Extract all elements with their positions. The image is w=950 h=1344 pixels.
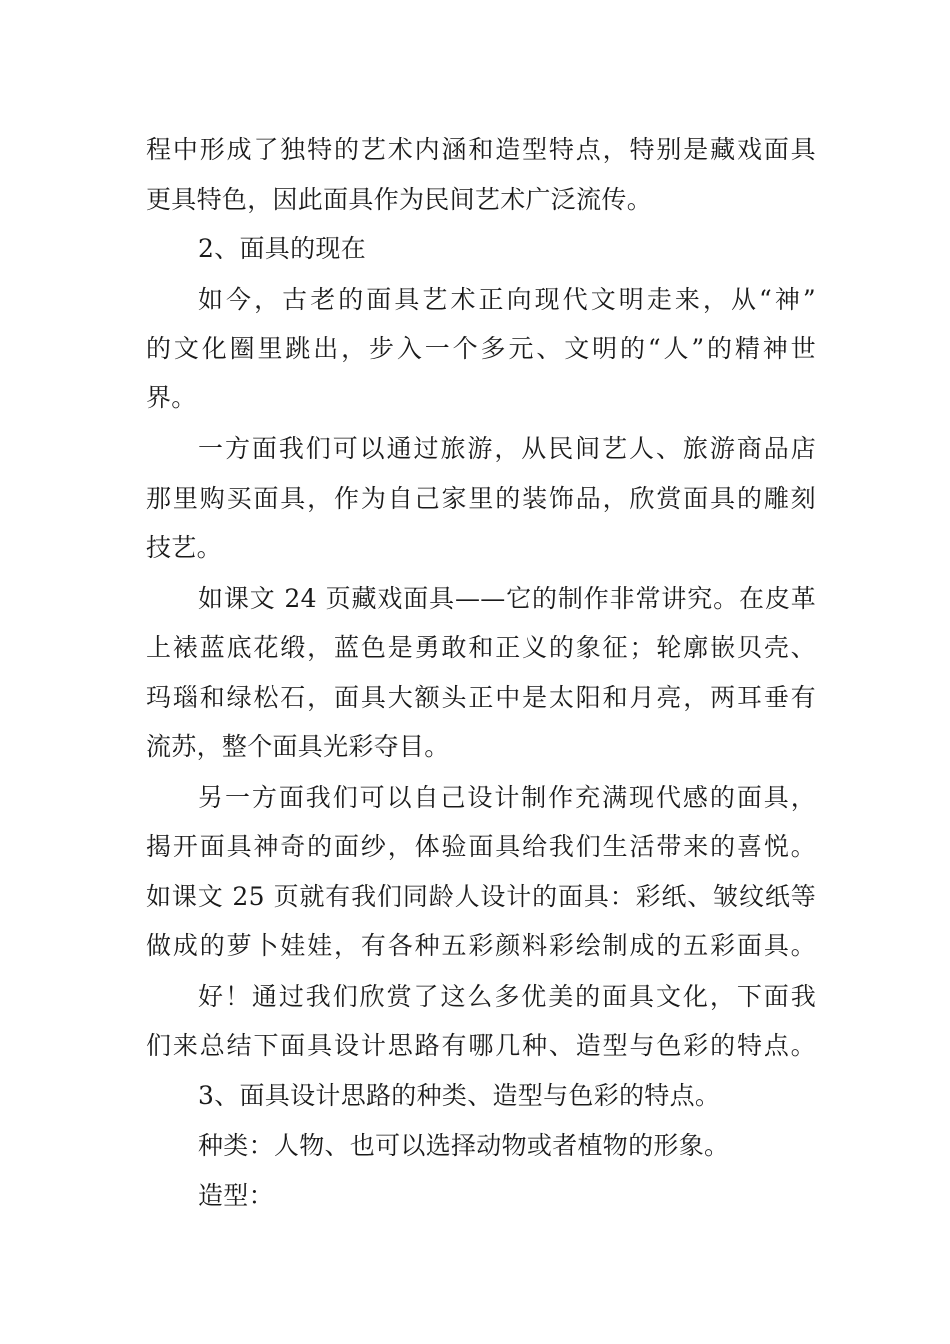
section-heading: 2、面具的现在 — [198, 234, 367, 263]
paragraph-line: 上裱蓝底花缎，蓝色是勇敢和正义的象征；轮廓嵌贝壳、 — [146, 633, 816, 662]
paragraph-line: 一方面我们可以通过旅游，从民间艺人、旅游商品店 — [198, 434, 816, 463]
paragraph-line: 那里购买面具，作为自己家里的装饰品，欣赏面具的雕刻 — [146, 484, 816, 513]
paragraph-line: 界。 — [146, 383, 197, 412]
paragraph-line: 另一方面我们可以自己设计制作充满现代感的面具， — [198, 783, 816, 812]
paragraph-line: 们来总结下面具设计思路有哪几种、造型与色彩的特点。 — [146, 1031, 816, 1060]
paragraph-line: 玛瑙和绿松石，面具大额头正中是太阳和月亮，两耳垂有 — [146, 683, 816, 712]
paragraph-line: 更具特色，因此面具作为民间艺术广泛流传。 — [146, 185, 653, 214]
paragraph-line: 如课文 24 页藏戏面具——它的制作非常讲究。在皮革 — [198, 584, 816, 613]
paragraph-line: 揭开面具神奇的面纱，体验面具给我们生活带来的喜悦。 — [146, 832, 816, 861]
section-heading: 3、面具设计思路的种类、造型与色彩的特点。 — [198, 1081, 721, 1110]
paragraph-line: 种类：人物、也可以选择动物或者植物的形象。 — [198, 1131, 730, 1160]
paragraph-line: 的文化圈里跳出，步入一个多元、文明的“人”的精神世 — [146, 334, 816, 363]
paragraph-line: 流苏，整个面具光彩夺目。 — [146, 732, 450, 761]
paragraph-line: 程中形成了独特的艺术内涵和造型特点，特别是藏戏面具 — [146, 135, 816, 164]
paragraph-line: 技艺。 — [146, 533, 222, 562]
paragraph-line: 造型： — [198, 1181, 274, 1210]
paragraph-line: 如课文 25 页就有我们同龄人设计的面具：彩纸、皱纹纸等 — [146, 882, 816, 911]
paragraph-line: 做成的萝卜娃娃，有各种五彩颜料彩绘制成的五彩面具。 — [146, 931, 816, 960]
paragraph-line: 好！通过我们欣赏了这么多优美的面具文化，下面我 — [198, 982, 816, 1011]
paragraph-line: 如今，古老的面具艺术正向现代文明走来，从“神” — [198, 285, 816, 314]
